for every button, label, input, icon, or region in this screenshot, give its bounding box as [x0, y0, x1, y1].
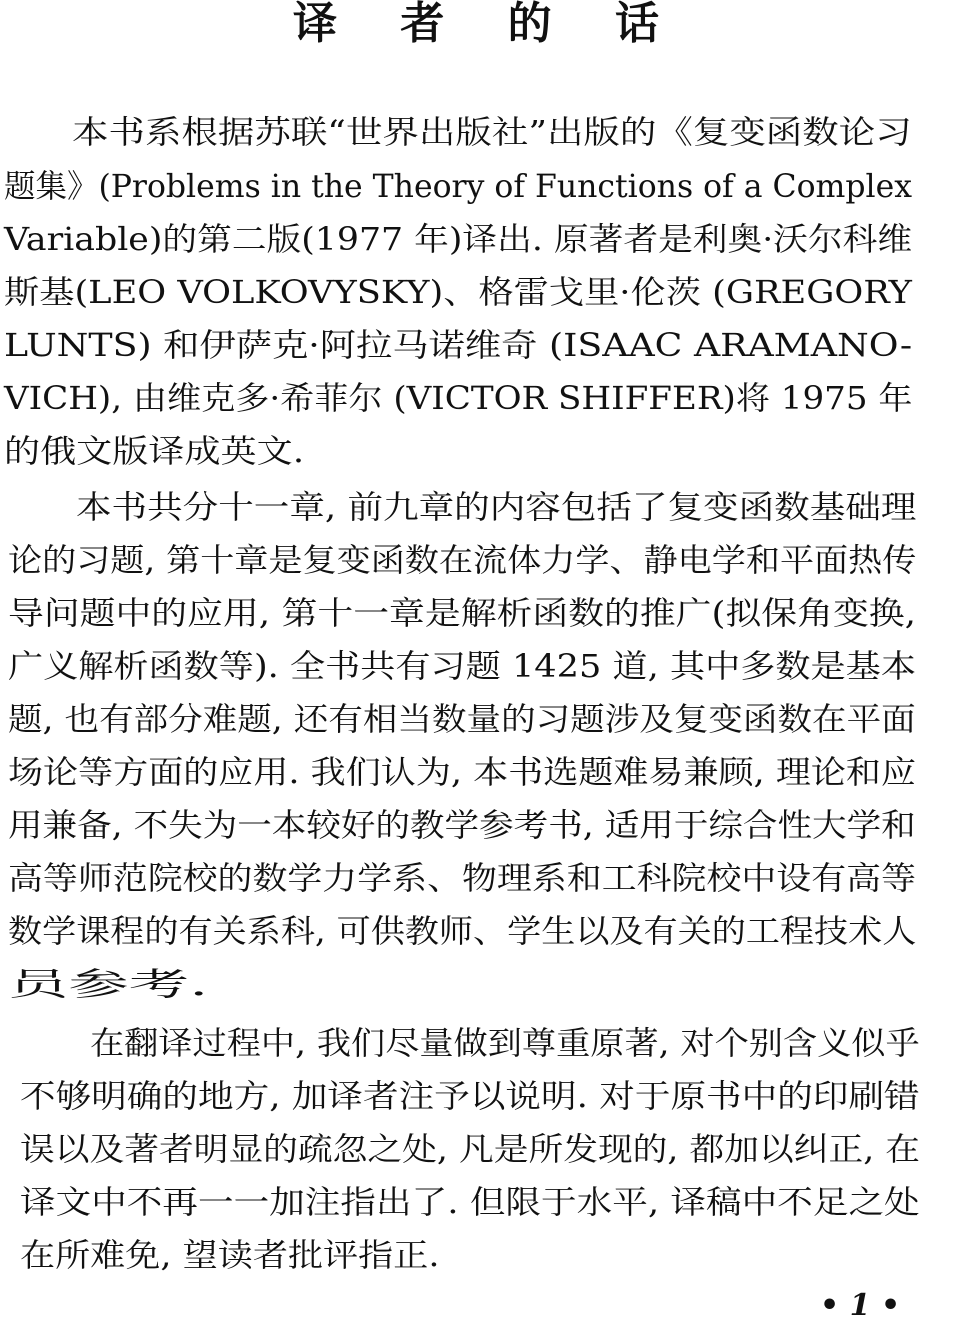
text-line: 数学课程的有关系科, 可供教师、学生以及有关的工程技术人	[8, 912, 917, 950]
text-line: 高等师范院校的数学力学系、物理系和工科院校中设有高等	[8, 859, 917, 897]
page-title: 译 者 的 话	[293, 0, 683, 49]
text-line: 在翻译过程中, 我们尽量做到尊重原著, 对个别含义似乎	[90, 1024, 920, 1062]
text-line: 题, 也有部分难题, 还有相当数量的习题涉及复变函数在平面	[8, 700, 916, 738]
text-line: 场论等方面的应用. 我们认为, 本书选题难易兼顾, 理论和应	[8, 753, 917, 791]
text-line: 用兼备, 不失为一本较好的教学参考书, 适用于综合性大学和	[8, 806, 916, 844]
text-line: VICH), 由维克多·希菲尔 (VICTOR SHIFFER)将 1975 年	[4, 379, 913, 417]
text-line: 不够明确的地方, 加译者注予以说明. 对于原书中的印刷错	[20, 1077, 920, 1115]
text-line: 误以及著者明显的疏忽之处, 凡是所发现的, 都加以纠正, 在	[20, 1130, 921, 1168]
text-line: 的俄文版译成英文.	[4, 432, 305, 470]
page-number: • 1 •	[820, 1288, 901, 1323]
text-line: 题集》(Problems in the Theory of Functions of a Complex	[4, 167, 912, 205]
text-line: 译文中不再一一加注指出了. 但限于水平, 译稿中不足之处	[20, 1183, 920, 1221]
text-line: 论的习题, 第十章是复变函数在流体力学、静电学和平面热传	[8, 541, 917, 579]
text-line: 斯基(LEO VOLKOVYSKY)、格雷戈里·伦茨 (GREGORY	[4, 273, 912, 311]
text-line: 在所难免, 望读者批评指正.	[20, 1236, 440, 1274]
text-line: 导问题中的应用, 第十一章是解析函数的推广(拟保角变换,	[8, 594, 917, 632]
text-line: 本书系根据苏联“世界出版社”出版的《复变函数论习	[72, 113, 912, 151]
text-line: Variable)的第二版(1977 年)译出. 原著者是利奥·沃尔科维	[4, 220, 913, 258]
text-line: 本书共分十一章, 前九章的内容包括了复变函数基础理	[76, 488, 917, 526]
text-line: 员参考.	[8, 965, 209, 1003]
text-line: LUNTS) 和伊萨克·阿拉马诺维奇 (ISAAC ARAMANO-	[4, 326, 913, 364]
text-line: 广义解析函数等). 全书共有习题 1425 道, 其中多数是基本	[8, 647, 916, 685]
